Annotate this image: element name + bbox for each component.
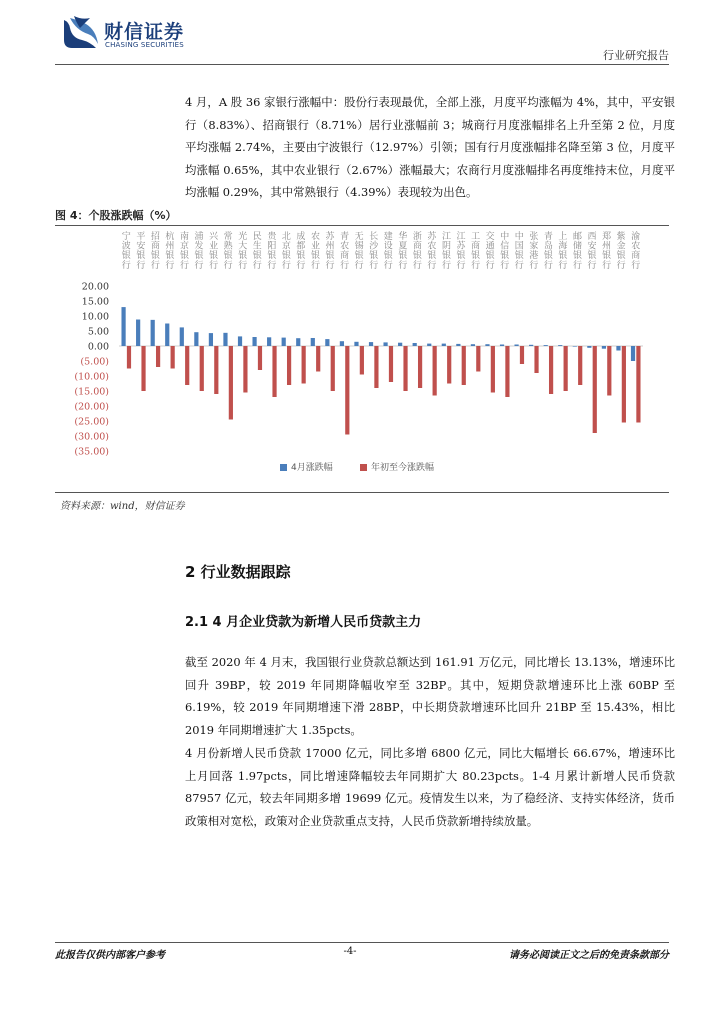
footer-disclaimer-right: 请务必阅读正文之后的免责条款部分 bbox=[509, 950, 669, 961]
category-label: 北京银行 bbox=[281, 232, 291, 271]
bar-april-change bbox=[500, 345, 504, 347]
category-label: 南京银行 bbox=[179, 232, 190, 271]
bar-ytd-change bbox=[403, 346, 407, 391]
category-label: 宁波银行 bbox=[121, 232, 131, 271]
category-label: 兴业银行 bbox=[209, 232, 219, 271]
category-label: 苏州银行 bbox=[325, 232, 335, 271]
bar-april-change bbox=[267, 337, 271, 346]
category-label: 浙商银行 bbox=[412, 232, 422, 271]
category-label: 成都银行 bbox=[296, 232, 306, 271]
bar-april-change bbox=[151, 320, 155, 346]
bar-ytd-change bbox=[258, 346, 262, 370]
category-label: 招商银行 bbox=[150, 232, 160, 271]
bar-ytd-change bbox=[243, 346, 247, 393]
bar-ytd-change bbox=[345, 346, 349, 435]
bar-april-change bbox=[383, 342, 387, 346]
bar-ytd-change bbox=[447, 346, 451, 384]
category-label: 华夏银行 bbox=[398, 232, 408, 271]
bar-april-change bbox=[413, 343, 417, 346]
bar-ytd-change bbox=[127, 346, 131, 369]
bar-april-change bbox=[587, 346, 591, 348]
figure-divider-bottom bbox=[55, 492, 669, 493]
bar-ytd-change bbox=[636, 346, 640, 423]
bar-ytd-change bbox=[316, 346, 320, 372]
category-label: 工商银行 bbox=[471, 232, 481, 271]
bar-ytd-change bbox=[593, 346, 597, 433]
y-tick-label: 20.00 bbox=[81, 281, 109, 293]
bar-ytd-change bbox=[229, 346, 233, 420]
bar-april-change bbox=[514, 345, 518, 347]
brand-logo bbox=[60, 14, 210, 54]
category-label: 交通银行 bbox=[485, 232, 495, 271]
category-label: 紫金银行 bbox=[616, 232, 626, 271]
bar-april-change bbox=[427, 344, 431, 346]
section-heading: 2 行业数据跟踪 bbox=[185, 563, 291, 581]
y-tick-label: (5.00) bbox=[80, 356, 109, 368]
bar-ytd-change bbox=[214, 346, 218, 394]
y-tick-label: (25.00) bbox=[74, 416, 109, 428]
body-paragraph-1: 截至 2020 年 4 月末，我国银行业贷款总额达到 161.91 万亿元，同比增长 13.13%，增速环比回升 39BP，较 2019 年同期降幅收窄至 32BP。其中，短期贷款增速环比上涨 60BP 至 6.19%，较 2019 年同期增速下滑 28BP，中长期贷款增速环比回升 21BP 至 15.43%，相比 2019 年同期增速扩大 1.35pcts。 bbox=[185, 655, 675, 737]
header-divider bbox=[55, 64, 669, 65]
y-tick-label: 0.00 bbox=[87, 341, 109, 353]
bar-april-change bbox=[485, 344, 489, 346]
bar-ytd-change bbox=[156, 346, 160, 367]
category-label: 郑州银行 bbox=[602, 232, 612, 271]
bar-april-change bbox=[544, 345, 548, 346]
bar-april-change bbox=[573, 346, 577, 347]
bar-april-change bbox=[442, 344, 446, 346]
legend-label-april: 4月涨跌幅 bbox=[291, 463, 333, 473]
bar-ytd-change bbox=[272, 346, 276, 397]
bar-ytd-change bbox=[520, 346, 524, 364]
bar-ytd-change bbox=[374, 346, 378, 388]
bar-april-change bbox=[325, 339, 329, 346]
bar-ytd-change bbox=[505, 346, 509, 397]
bar-april-change bbox=[296, 338, 300, 346]
bar-april-change bbox=[471, 344, 475, 346]
bar-april-change bbox=[136, 320, 140, 346]
bar-april-change bbox=[529, 345, 533, 346]
bar-april-change bbox=[311, 338, 315, 346]
bar-april-change bbox=[369, 342, 373, 346]
legend-swatch-april bbox=[280, 464, 287, 471]
bar-april-change bbox=[223, 333, 227, 346]
y-tick-label: (15.00) bbox=[74, 386, 109, 398]
category-label: 邮储银行 bbox=[572, 232, 583, 271]
bar-april-change bbox=[238, 336, 242, 346]
bar-ytd-change bbox=[302, 346, 306, 384]
bar-april-change bbox=[180, 327, 184, 346]
bar-april-change bbox=[340, 341, 344, 346]
bar-april-change bbox=[209, 333, 213, 346]
figure-title: 图 4：个股涨跌幅（%） bbox=[55, 209, 177, 222]
category-label: 渝农商行 bbox=[631, 232, 641, 271]
page-number: -4- bbox=[343, 946, 357, 957]
category-label: 光大银行 bbox=[238, 232, 248, 271]
bar-ytd-change bbox=[491, 346, 495, 393]
y-tick-label: 15.00 bbox=[81, 296, 109, 308]
bar-ytd-change bbox=[171, 346, 175, 369]
category-label: 上海银行 bbox=[558, 232, 568, 271]
bar-ytd-change bbox=[534, 346, 538, 373]
bar-ytd-change bbox=[607, 346, 611, 396]
bar-ytd-change bbox=[622, 346, 626, 423]
bar-april-change bbox=[616, 346, 620, 351]
bar-ytd-change bbox=[418, 346, 422, 388]
bar-ytd-change bbox=[287, 346, 291, 385]
category-label: 中国银行 bbox=[514, 232, 524, 271]
brand-name: 财信证券 bbox=[104, 21, 185, 43]
category-label: 青农商行 bbox=[340, 232, 350, 271]
bar-april-change bbox=[252, 337, 256, 346]
category-label: 浦发银行 bbox=[194, 232, 204, 271]
category-label: 江阴银行 bbox=[441, 232, 452, 271]
section-subheading: 2.1 4 月企业贷款为新增人民币贷款主力 bbox=[185, 615, 422, 630]
figure-source: 资料来源：wind，财信证券 bbox=[60, 501, 185, 512]
y-tick-label: 5.00 bbox=[87, 326, 109, 338]
bar-april-change bbox=[121, 307, 125, 346]
category-label: 西安银行 bbox=[587, 232, 597, 271]
bar-ytd-change bbox=[476, 346, 480, 372]
category-label: 苏农银行 bbox=[427, 232, 437, 271]
bar-ytd-change bbox=[360, 346, 364, 375]
bar-ytd-change bbox=[185, 346, 189, 385]
category-label: 农业银行 bbox=[310, 232, 321, 271]
category-label: 中信银行 bbox=[500, 232, 510, 271]
brand-logo-icon bbox=[60, 14, 100, 52]
category-label: 张家港行 bbox=[529, 232, 539, 271]
y-tick-label: (35.00) bbox=[74, 446, 109, 458]
bar-ytd-change bbox=[564, 346, 568, 391]
category-label: 青岛银行 bbox=[543, 232, 553, 271]
bar-april-change bbox=[354, 342, 358, 346]
legend-swatch-ytd bbox=[360, 464, 367, 471]
footer-divider bbox=[55, 942, 669, 943]
bar-april-change bbox=[602, 346, 606, 349]
y-tick-label: 10.00 bbox=[81, 311, 109, 323]
bank-returns-chart bbox=[55, 226, 669, 488]
body-paragraph-2: 4 月份新增人民币贷款 17000 亿元，同比多增 6800 亿元，同比大幅增长 66.67%，增速环比上月回落 1.97pcts，同比增速降幅较去年同期扩大 80.23pcts。1-4 月累计新增人民币贷款 87957 亿元，较去年同期多增 19699 亿元。疫情发生以来，为了稳经济、支持实体经济，货币政策相对宽松，政策对企业贷款重点支持，人民币贷款新增持续放量。 bbox=[185, 746, 675, 828]
bar-april-change bbox=[558, 345, 562, 346]
y-tick-label: (10.00) bbox=[74, 371, 109, 383]
bar-april-change bbox=[194, 332, 198, 346]
category-label: 贵阳银行 bbox=[267, 232, 277, 271]
bar-ytd-change bbox=[389, 346, 393, 382]
bar-april-change bbox=[398, 343, 402, 346]
brand-name-en: CHASING SECURITIES bbox=[105, 41, 184, 49]
bar-ytd-change bbox=[462, 346, 466, 385]
bar-ytd-change bbox=[549, 346, 553, 394]
bar-ytd-change bbox=[331, 346, 335, 391]
legend-label-ytd: 年初至今涨跌幅 bbox=[371, 463, 435, 473]
intro-paragraph: 4 月，A 股 36 家银行涨幅中：股份行表现最优，全部上涨，月度平均涨幅为 4%，其中，平安银行（8.83%）、招商银行（8.71%）居行业涨幅前 3；城商行月度涨幅排名上升至第 2 位，月度平均涨幅 2.74%，主要由宁波银行（12.97%）引领；国有行月度涨幅排名降至第 3 位，月度平均涨幅 0.65%，其中农业银行（2.67%）涨幅最大；农商行月度涨幅排名再度维持末位，月度平均涨幅 0.29%，其中常熟银行（4.39%）表现较为出色。 bbox=[185, 95, 675, 199]
category-label: 无锡银行 bbox=[354, 232, 364, 271]
bar-ytd-change bbox=[578, 346, 582, 385]
bar-april-change bbox=[165, 324, 169, 347]
bar-ytd-change bbox=[141, 346, 145, 391]
category-label: 平安银行 bbox=[136, 232, 146, 271]
bar-april-change bbox=[282, 338, 286, 346]
bar-april-change bbox=[456, 344, 460, 346]
bar-ytd-change bbox=[433, 346, 437, 396]
footer-disclaimer-left: 此报告仅供内部客户参考 bbox=[55, 950, 165, 961]
category-label: 常熟银行 bbox=[223, 232, 233, 271]
y-tick-label: (30.00) bbox=[74, 431, 109, 443]
category-label: 建设银行 bbox=[383, 232, 393, 271]
category-label: 民生银行 bbox=[252, 232, 262, 271]
category-label: 杭州银行 bbox=[165, 232, 175, 271]
category-label: 江苏银行 bbox=[456, 232, 466, 271]
category-label: 长沙银行 bbox=[369, 232, 379, 271]
bar-ytd-change bbox=[200, 346, 204, 391]
y-tick-label: (20.00) bbox=[74, 401, 109, 413]
bar-april-change bbox=[631, 346, 635, 361]
report-type-label: 行业研究报告 bbox=[603, 49, 669, 62]
